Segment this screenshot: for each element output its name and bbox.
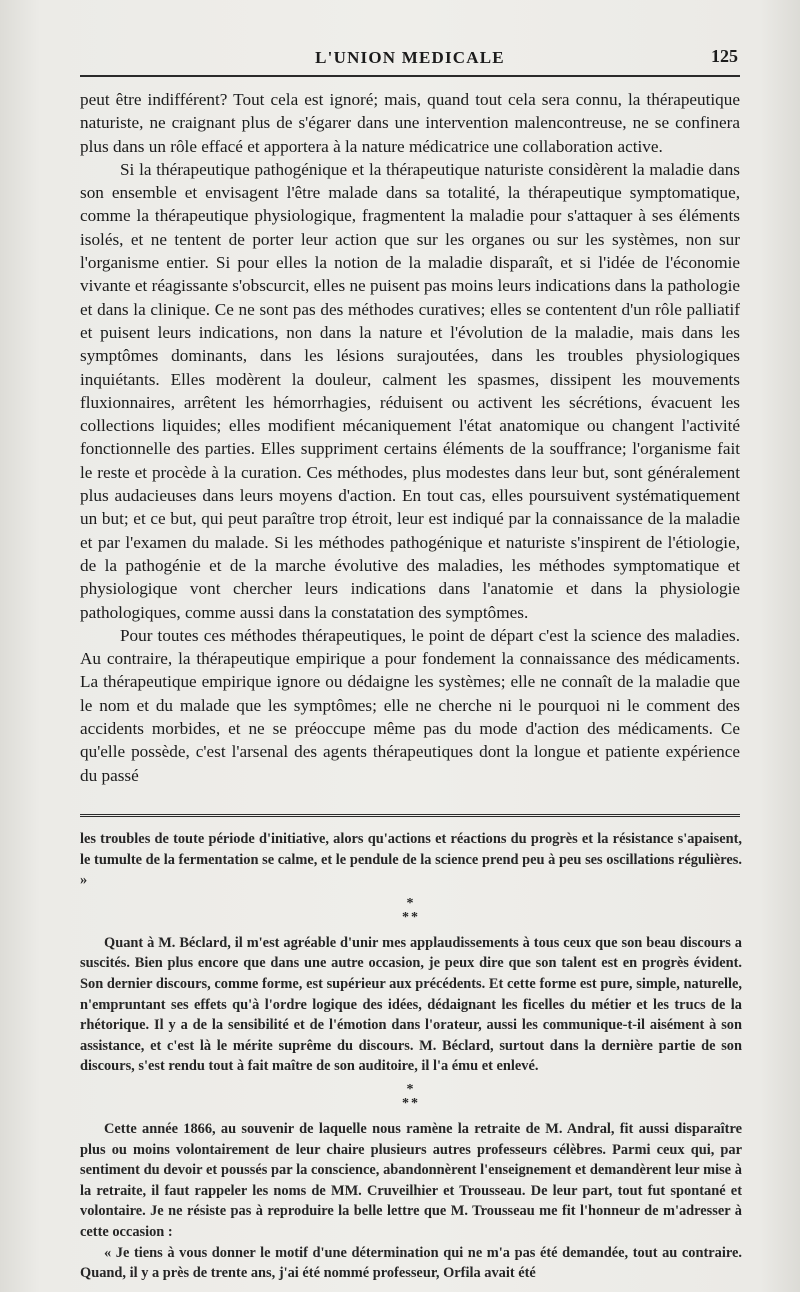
page-number: 125 (711, 46, 738, 66)
footnote-paragraph: Quant à M. Béclard, il m'est agréable d'unir mes applaudissements à tous ceux que son beau discours a suscités. Bien plus encore que dans une autre occasion, je peux dire que son talent est en progrès évident. Son dernier discours, comme forme, est supérieur aux précédents. Et cette forme est pure, simple, naturelle, n'empruntant ses effets qu'à l'ordre logique des idées, dédaignant les ficelles du métier et les trucs de la rhétorique. Il y a de la sensibilité et de l'émotion dans l'orateur, aussi les communique-t-il aisément à son assistance, et c'est là le mérite suprême du discours. M. Béclard, surtout dans la dernière partie de son discours, s'est rendu tout à fait maître de son auditoire, il l'a ému et enlevé. (80, 934, 742, 1075)
star-bottom: ** (402, 1095, 420, 1111)
footnote-paragraph: Cette année 1866, au souvenir de laquelle nous ramène la retraite de M. Andral, fit aussi disparaître plus ou moins volontairement de leur chaire plusieurs autres professeurs célèbres. Parmi ceux qui, par sentiment du devoir et poussés par la conscience, abandonnèrent l'enseignement et demandèrent leur mise à la retraite, il faut rappeler les noms de MM. Cruveilhier et Trousseau. De leur part, tout fut spontané et volontaire. Je ne résiste pas à reproduire la belle lettre que M. Trousseau me fit l'honneur de m'adresser à cette occasion : (80, 1120, 742, 1240)
section-separator-stars (80, 1083, 742, 1111)
footnote-rule (80, 814, 740, 819)
footnote-paragraph: « Je tiens à vous donner le motif d'une détermination qui ne m'a pas été demandée, tout au contraire. Quand, il y a près de trente ans, j'ai été nommé professeur, Orfila avait été (80, 1244, 742, 1282)
page-header (80, 44, 740, 74)
star-bottom: ** (402, 909, 420, 925)
paragraph: Si la thérapeutique pathogénique et la thérapeutique naturiste considèrent la maladie dans son ensemble et envisagent l'être malade dans sa totalité, la thérapeutique symptomatique, comme la thérapeutique physiologique, fragmentent la maladie pour s'attaquer à ses éléments isolés, et ne tentent de porter leur action que sur les organes ou sur les systèmes, non sur l'organisme entier. Si pour elles la notion de la maladie disparaît, et si l'idée de l'économie vivante et réagissante s'obscurcit, elles ne puisent pas moins leurs indications dans la pathologie et dans la clinique. Ce ne sont pas des méthodes curatives; elles se contentent d'un rôle palliatif et puisent leurs indications, non dans la nature et l'évolution de la maladie, mais dans les symptômes dominants, dans les lésions surajoutées, dans les troubles physiologiques inquiétants. Elles modèrent la douleur, calment les spasmes, dissipent les mouvements fluxionnaires, arrêtent les hémorrhagies, réduisent ou activent les sécrétions, évacuent les collections liquides; elles modifient mécaniquement l'état anatomique ou changent l'activité fonctionnelle des parties. Elles suppriment certains éléments de la souffrance; l'organisme fait le reste et procède à la curation. Ces méthodes, plus modestes dans leur but, sont généralement plus audacieuses dans leurs moyens d'action. En tout cas, elles poursuivent systématiquement un but; et ce but, qui peut paraître trop étroit, leur est indiqué par la connaissance de la maladie et par l'examen du malade. Si les méthodes pathogénique et naturiste s'inspirent de l'étiologie, de la pathogénie et de la marche évolutive des maladies, les méthodes symptomatique et physiologique vont chercher leurs indications dans l'anatomie et dans la physiologie pathologiques, comme aussi dans la constatation des symptômes. (80, 159, 740, 622)
paragraph: Pour toutes ces méthodes thérapeutiques, le point de départ c'est la science des maladies. Au contraire, la thérapeutique empirique a pour fondement la connaissance des médicaments. La thérapeutique empirique ignore ou dédaigne les systèmes; elle ne connaît de la maladie que le nom et du malade que les symptômes; elle ne cherche ni le pourquoi ni le comment des accidents morbides, et ne se préoccupe même pas du mode d'action des médicaments. Ce qu'elle possède, c'est l'arsenal des agents thérapeutiques dont la longue et patiente expérience du passé (80, 625, 740, 785)
star-top: * (406, 1081, 416, 1097)
running-title: L'UNION MEDICALE (315, 48, 505, 67)
main-text (80, 88, 740, 787)
paragraph: peut être indifférent? Tout cela est ignoré; mais, quand tout cela sera connu, la thérapeutique naturiste, ne craignant plus de s'égarer dans une intervention malencontreuse, ne se confinera plus dans un rôle effacé et apportera à la nature médicatrice une collaboration active. (80, 90, 740, 156)
star-top: * (406, 895, 416, 911)
header-rule (80, 75, 740, 77)
section-separator-stars (80, 897, 742, 925)
footnotes (80, 829, 742, 1284)
footnote-paragraph: les troubles de toute période d'initiative, alors qu'actions et réactions du progrès et la résistance s'apaisent, le tumulte de la fermentation se calme, et le pendule de la science prend peu à peu ses oscillations régulières. » (80, 831, 742, 889)
